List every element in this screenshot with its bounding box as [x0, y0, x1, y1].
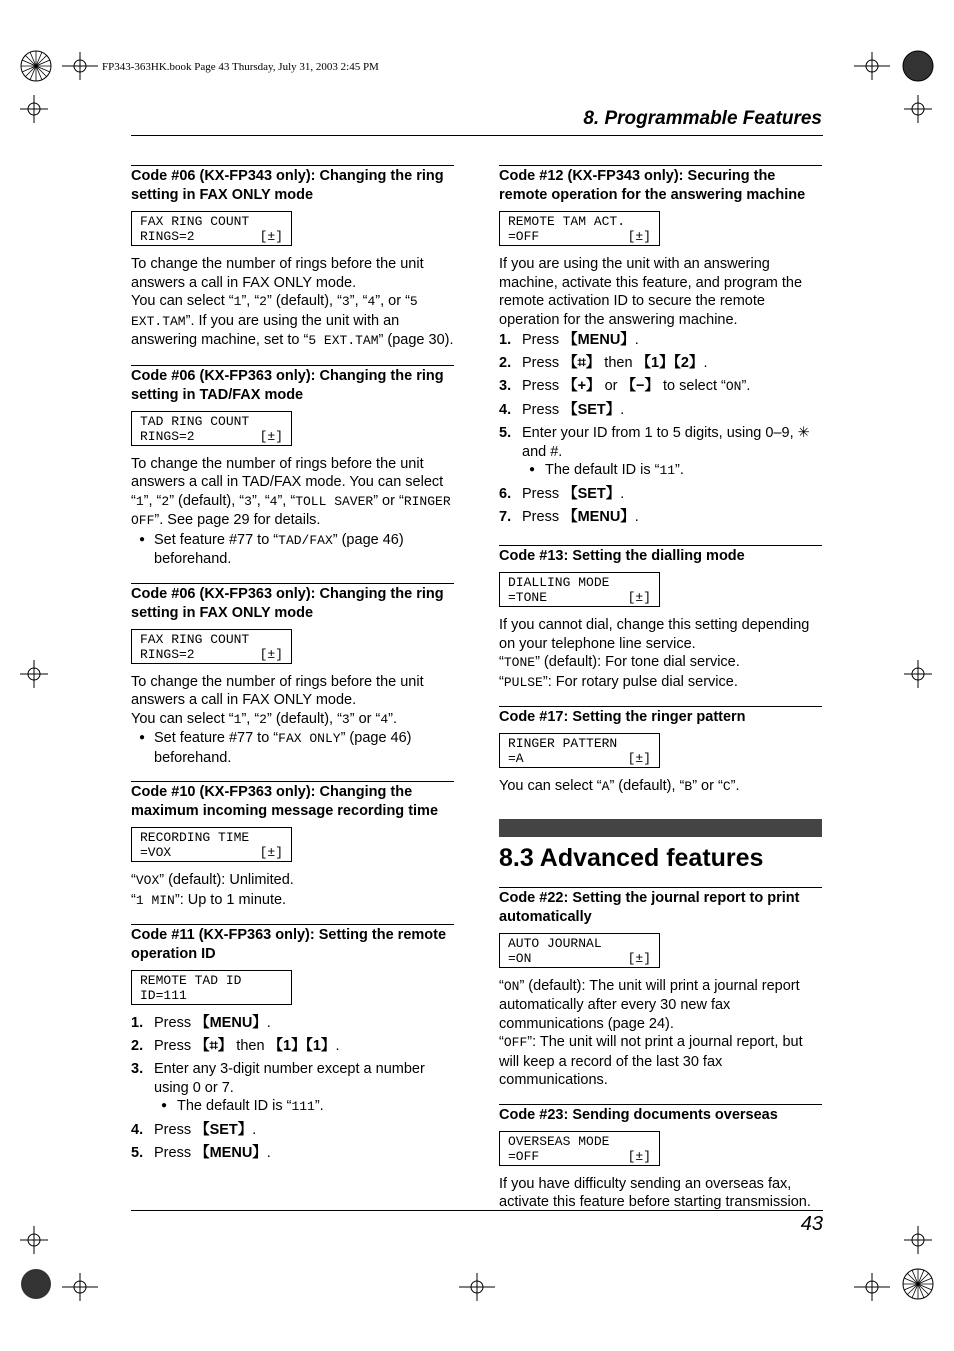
body-text: If you cannot dial, change this setting depending on your telephone line service.: [499, 617, 810, 652]
lcd-display: DIALLING MODE =TONE [±]: [499, 572, 660, 607]
crosshair-icon: [459, 1273, 495, 1301]
lcd-display: REMOTE TAD ID ID=111: [131, 970, 292, 1005]
code22-section: [499, 887, 822, 1090]
body-text: “OFF”: The unit will not print a journal report, but will keep a record of the last 30 fax communications.: [499, 1034, 803, 1088]
section-heading: Code #22: Setting the journal report to print automatically: [499, 889, 800, 925]
body-text: To change the number of rings before the unit answers a call in FAX ONLY mode.: [131, 673, 424, 708]
lcd-display: AUTO JOURNAL =ON [±]: [499, 933, 660, 968]
registration-mark-icon: [18, 48, 54, 84]
body-text: You can select “A” (default), “B” or “C”.: [499, 778, 740, 794]
step: 5. Press 【MENU】.: [131, 1145, 271, 1161]
section-heading: Code #06 (KX-FP363 only): Changing the ring setting in TAD/FAX mode: [131, 367, 444, 403]
lcd-display: OVERSEAS MODE =OFF [±]: [499, 1131, 660, 1166]
section-heading: Code #06 (KX-FP343 only): Changing the ring setting in FAX ONLY mode: [131, 168, 444, 203]
lcd-display: REMOTE TAM ACT. =OFF [±]: [499, 211, 660, 246]
section-heading: Code #17: Setting the ringer pattern: [499, 709, 746, 725]
step: 1. Press 【MENU】.: [499, 332, 639, 348]
page-number: 43: [800, 1213, 823, 1235]
section-heading: Code #13: Setting the dialling mode: [499, 548, 745, 564]
crosshair-icon: [904, 95, 932, 123]
step: 2. Press 【⌗】 then 【1】【1】.: [131, 1038, 340, 1054]
body-text: “1 MIN”: Up to 1 minute.: [131, 891, 287, 908]
crosshair-icon: [62, 52, 98, 80]
lcd-display: TAD RING COUNT RINGS=2 [±]: [131, 411, 292, 446]
steps-list: [131, 1014, 454, 1163]
registration-mark-icon: [900, 1266, 936, 1302]
registration-mark-icon: [18, 1266, 54, 1302]
body-text: “TONE” (default): For tone dial service.: [499, 654, 740, 670]
step: 4. Press 【SET】.: [499, 402, 625, 418]
body-text: “VOX” (default): Unlimited.: [131, 872, 294, 888]
bullet-item: ● Set feature #77 to “FAX ONLY” (page 46) beforehand.: [131, 729, 454, 767]
step: 3. Enter any 3-digit number except a number using 0 or 7. ● The default ID is “111”.: [131, 1060, 454, 1117]
lcd-display: FAX RING COUNT RINGS=2 [±]: [131, 211, 292, 246]
code06-fp363-tadfax-section: [131, 365, 454, 569]
right-column: [499, 165, 822, 1212]
section-heading: Code #23: Sending documents overseas: [499, 1106, 778, 1123]
code06-fp343-section: [131, 165, 454, 351]
code06-fp363-faxonly-section: [131, 583, 454, 768]
body-text: To change the number of rings before the unit answers a call in FAX ONLY mode.: [131, 256, 424, 291]
body-text: You can select “1”, “2” (default), “3” or “4”.: [131, 710, 398, 727]
registration-mark-icon: [900, 48, 936, 84]
crosshair-icon: [904, 1226, 932, 1254]
chapter-title: 8. Programmable Features: [583, 108, 822, 129]
lcd-display: RINGER PATTERN =A [±]: [499, 733, 660, 768]
code12-section: [499, 165, 822, 527]
top-rule: [131, 135, 823, 136]
lcd-display: RECORDING TIME =VOX [±]: [131, 827, 292, 862]
bullet-item: ● The default ID is “111”.: [154, 1097, 454, 1117]
code11-section: [131, 924, 454, 1163]
step: 1. Press 【MENU】.: [131, 1015, 271, 1031]
left-column: [131, 165, 454, 1167]
lcd-display: FAX RING COUNT RINGS=2 [±]: [131, 629, 292, 664]
section-heading: Code #10 (KX-FP363 only): Changing the maximum incoming message recording time: [131, 784, 439, 819]
crosshair-icon: [62, 1273, 98, 1301]
body-text: “PULSE”: For rotary pulse dial service.: [499, 673, 738, 690]
steps-list: [499, 331, 822, 527]
step: 3. Press 【+】 or 【−】 to select “ON”.: [499, 378, 751, 394]
step: 5. Enter your ID from 1 to 5 digits, using 0–9, ✳ and #. ● The default ID is “11”.: [499, 424, 822, 481]
body-text: You can select “1”, “2” (default), “3”, “4”, or “5 EXT.TAM”. If you are using the unit with an answering machine, set to “5 EXT.TAM” (page 30).: [131, 293, 454, 348]
body-text: If you are using the unit with an answering machine, activate this feature, and program the remote activation ID to secure the remote operation for the answering machine.: [499, 256, 803, 328]
step: 2. Press 【⌗】 then 【1】【2】.: [499, 355, 708, 371]
crosshair-icon: [20, 1226, 48, 1254]
step: 4. Press 【SET】.: [131, 1122, 257, 1138]
crosshair-icon: [20, 660, 48, 688]
bullet-item: ● The default ID is “11”.: [522, 461, 822, 481]
body-text: “ON” (default): The unit will print a journal report automatically after every 30 new fax communications (page 24).: [499, 977, 800, 1032]
code10-section: [131, 781, 454, 910]
section-heading: Code #11 (KX-FP363 only): Setting the remote operation ID: [131, 927, 447, 962]
bottom-rule: [131, 1210, 823, 1211]
code23-section: [499, 1104, 822, 1212]
step: 7. Press 【MENU】.: [499, 509, 639, 525]
crosshair-icon: [854, 1273, 890, 1301]
body-text: To change the number of rings before the unit answers a call in TAD/FAX mode. You can select “1”, “2” (default), “3”, “4”, “TOLL SAVER” or “RINGER OFF”. See page 29 for details.: [131, 455, 451, 528]
step: 6. Press 【SET】.: [499, 486, 625, 502]
crosshair-icon: [20, 95, 48, 123]
body-text: If you have difficulty sending an overseas fax, activate this feature before starting transmission.: [499, 1175, 811, 1210]
section-heading: Code #12 (KX-FP343 only): Securing the remote operation for the answering machine: [499, 168, 806, 203]
bullet-item: ● Set feature #77 to “TAD/FAX” (page 46) beforehand.: [131, 531, 454, 569]
code13-section: [499, 545, 822, 692]
section-title: 8.3 Advanced features: [499, 843, 764, 872]
crosshair-icon: [854, 52, 890, 80]
crosshair-icon: [904, 660, 932, 688]
section-heading: Code #06 (KX-FP363 only): Changing the ring setting in FAX ONLY mode: [131, 585, 444, 621]
section-banner: [499, 819, 822, 837]
file-header: FP343-363HK.book Page 43 Thursday, July 31, 2003 2:45 PM: [102, 61, 379, 73]
code17-section: [499, 706, 822, 797]
